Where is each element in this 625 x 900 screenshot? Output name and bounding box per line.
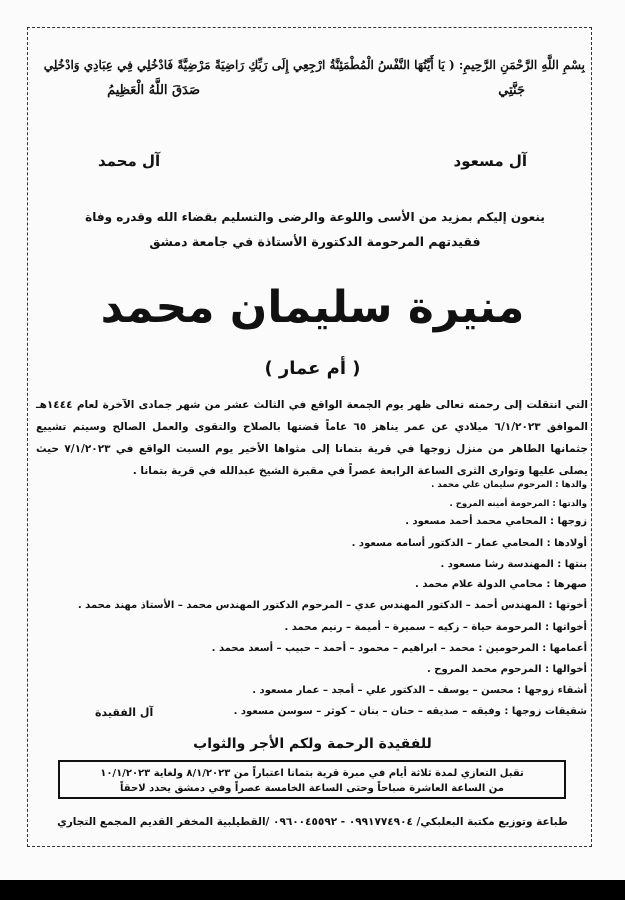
- relative-son-in-law: صهرها : محامي الدولة علام محمد .: [415, 579, 587, 590]
- verse-line-2: [40, 78, 585, 104]
- relative-uncles: أعمامها : المرحومين : محمد – ابراهيم – محمود – أحمد – حبيب – أسعد محمد .: [211, 643, 587, 654]
- relative-husband: زوجها : المحامي محمد أحمد مسعود .: [405, 516, 587, 527]
- verse-end-word: جَنَّتِي: [498, 83, 525, 98]
- condolence-box: [58, 760, 566, 799]
- condolence-line-1: تقبل التعازي لمدة ثلاثة أيام في مبرة قرية بتمانا اعتباراً من ٨/١/٢٠٢٣ ولغاية ١٠/١/٢٠٢٣: [100, 768, 524, 779]
- relative-husband-brothers: أشقاء زوجها : محسن – يوسف – الدكتور علي – أمجد – عمار مسعود .: [252, 685, 587, 696]
- deceased-kunya: ( أم عمار ): [264, 358, 361, 379]
- relative-mother: والدتها : المرحومة أمينه المروح .: [449, 499, 587, 509]
- relative-brothers: أخوتها : المهندس أحمد – الدكتور المهندس عدي – المرحوم الدكتور المهندس محمد – الأستاذ مهند محمد .: [77, 600, 587, 611]
- relative-daughter: بنتها : المهندسة رشا مسعود .: [440, 559, 587, 570]
- announcement-line-1: ينعون إليكم بمزيد من الأسى واللوعة والرضى والتسليم بقضاء الله وقدره وفاة: [85, 210, 545, 224]
- verse-closing: صَدَقَ اللَّهُ الْعَظِيمُ: [107, 83, 200, 98]
- quran-verse: [40, 52, 585, 104]
- relative-sisters: أخواتها : المرحومة حياة – زكيه – سميرة – أميمة – رنيم محمد .: [284, 622, 587, 633]
- relative-sons: أولادها : المحامي عمار – الدكتور أسامه مسعود .: [351, 538, 587, 549]
- printer-footer: طباعة وتوزيع مكتبة البعلبكي/ ٠٩٩١٧٧٤٩٠٤ - ٠٩٦٠٠٤٥٥٩٢ /القطيلبية المخفر القديم المجمع التجاري: [57, 816, 568, 828]
- family-signature: آل الفقيدة: [95, 706, 154, 719]
- obituary-body: التي انتقلت إلى رحمته تعالى ظهر يوم الجمعة الواقع في الثالث عشر من شهر جمادى الآخرة لعام ١٤٤٤هـ الموافق ٦/١/٢٠٢٣ ميلادي عن عمر يناهز ٦٥ عاماً قضتها بالصلاح والتقوى والعمل الصالح وسيتم تشييع جثمانها الطاهر من منزل زوجها في قرية بتمانا إلى مثواها الأخير يوم السبت الواقع في ٧/١/٢٠٢٣ حيث يصلى عليها وتوارى الثرى الساعة الرابعة عصراً في مقبرة الشيخ عبدالله في قرية بتمانا .: [36, 399, 589, 477]
- relative-husband-sisters: شقيقات زوجها : وفيقه – صديقه – حنان – بنان – كوثر – سوسن مسعود .: [233, 706, 587, 717]
- deceased-name: منيرة سليمان محمد: [100, 282, 525, 333]
- announcement-line-2: فقيدتهم المرحومة الدكتورة الأستاذة في جامعة دمشق: [149, 234, 481, 249]
- verse-line-1: بِسْمِ اللَّهِ الرَّحْمَنِ الرَّحِيمِ: ( يَا أَيَّتُهَا النَّفْسُ الْمُطْمَئِنَّةُ ارْجِعِي إِلَى رَبِّكِ رَاضِيَةً مَرْضِيَّةً فَادْخُلِي فِي عِبَادِي وَادْخُلِي: [43, 58, 585, 72]
- closing-prayer: للفقيدة الرحمة ولكم الأجر والثواب: [193, 736, 432, 752]
- condolence-line-2: من الساعة العاشرة صباحاً وحتى الساعة الخامسة عصراً وفي دمشق يحدد لاحقاً: [120, 783, 504, 794]
- relative-father: والدها : المرحوم سليمان علي محمد .: [431, 480, 587, 490]
- family-left: آل محمد: [98, 152, 161, 170]
- family-right: آل مسعود: [453, 152, 527, 170]
- relative-maternal-uncles: أخوالها : المرحوم محمد المروح .: [427, 664, 587, 675]
